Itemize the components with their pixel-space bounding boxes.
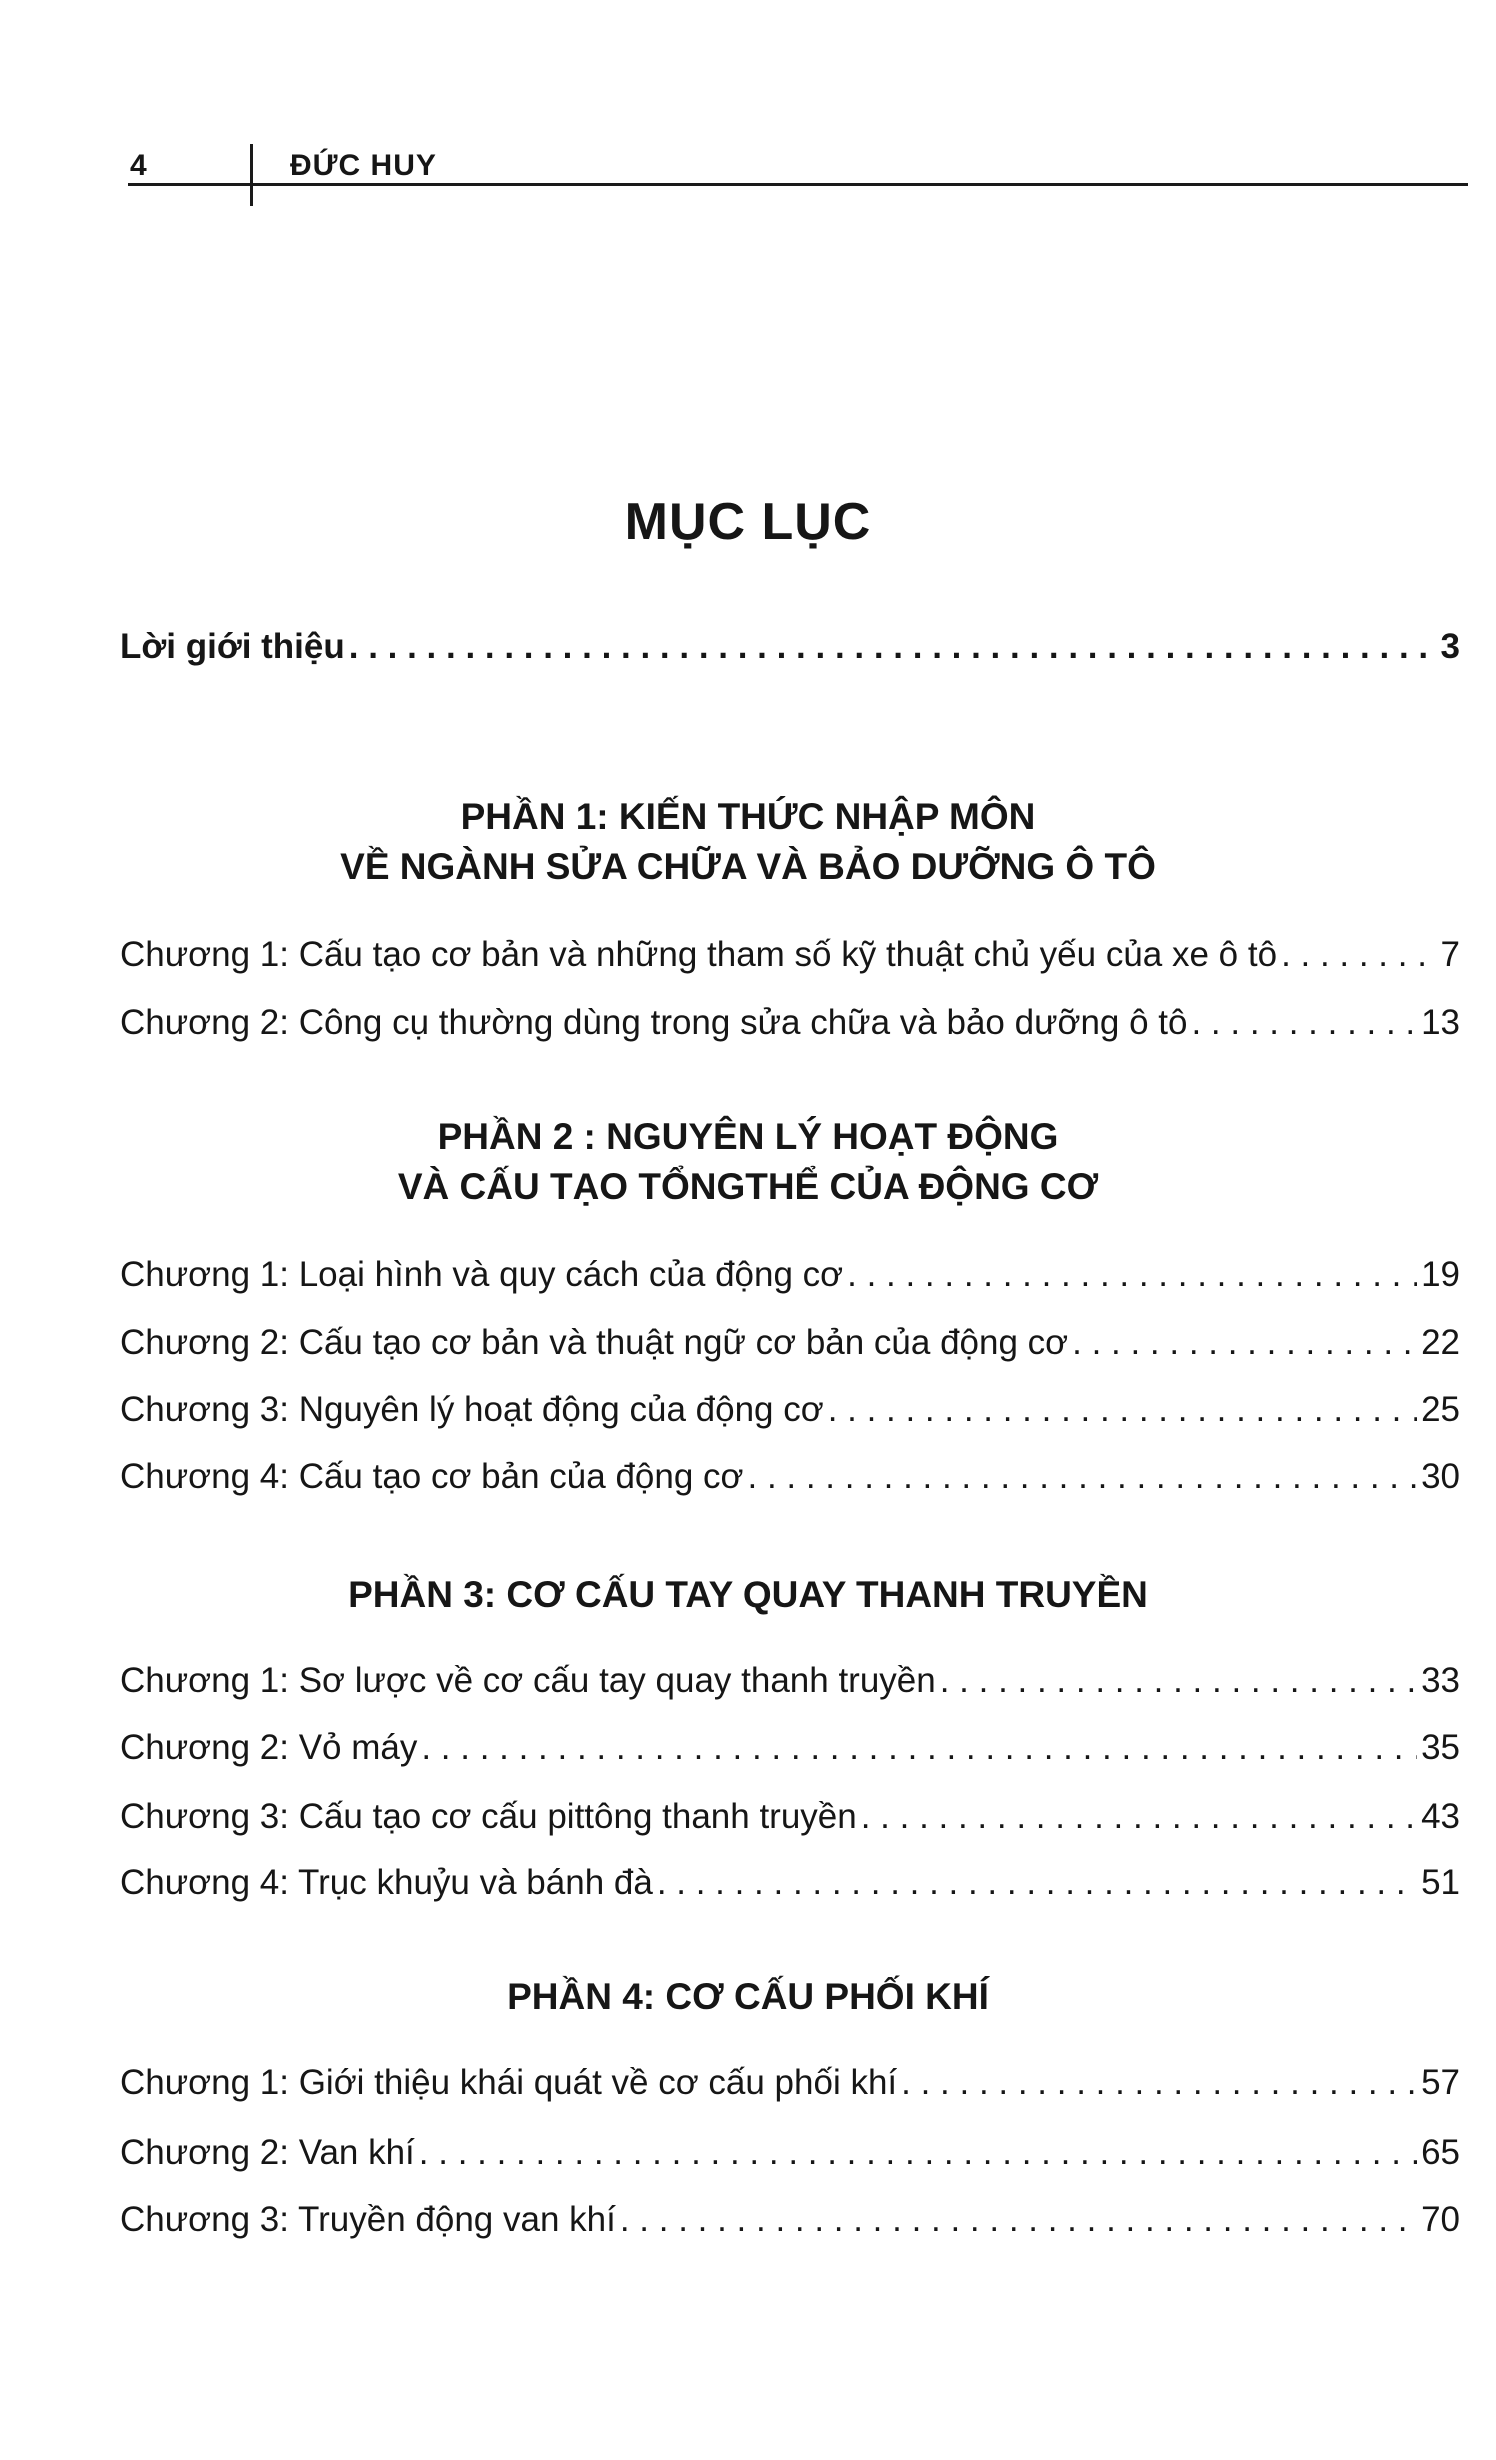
entry-title: Chương 1: Cấu tạo cơ bản và những tham số kỹ thuật chủ yếu của xe ô tô [120,935,1278,974]
entry-title: Chương 4: Trục khuỷu và bánh đà [120,1863,653,1902]
part-heading-1 [0,792,1496,892]
entry-title: Chương 2: Công cụ thường dùng trong sửa chữa và bảo dưỡng ô tô [120,1003,1188,1042]
toc-entry[interactable] [120,1250,1460,1300]
dot-leader [847,1250,1417,1300]
part-heading-2 [0,1112,1496,1212]
header-rule [128,183,1468,186]
entry-page: 13 [1421,1003,1460,1042]
part-heading-line: VÀ CẤU TẠO TỔNGTHỂ CỦA ĐỘNG CƠ [397,1166,1099,1207]
entry-title: Chương 3: Truyền động van khí [120,2200,616,2239]
entry-title: Chương 1: Giới thiệu khái quát về cơ cấu phối khí [120,2063,898,2102]
entry-page: 70 [1421,2200,1460,2239]
toc-entry[interactable] [120,1385,1460,1435]
dot-leader [419,2128,1417,2178]
entry-page: 43 [1421,1797,1460,1836]
entry-page: 19 [1421,1255,1460,1294]
entry-title: Chương 2: Van khí [120,2133,415,2172]
entry-page: 65 [1421,2133,1460,2172]
entry-title: Chương 1: Loại hình và quy cách của động cơ [120,1255,844,1294]
entry-page: 57 [1421,2063,1460,2102]
dot-leader [748,1452,1418,1502]
dot-leader [861,1792,1417,1842]
dot-leader [940,1656,1417,1706]
entry-page: 33 [1421,1661,1460,1700]
header-divider [250,144,253,206]
header-author: ĐỨC HUY [290,149,437,182]
dot-leader [901,2058,1417,2108]
toc-entry[interactable] [120,998,1460,1048]
dot-leader [657,1858,1417,1908]
entry-title: Lời giới thiệu [120,627,345,666]
part-heading-line: PHẦN 2 : NGUYÊN LÝ HOẠT ĐỘNG [437,1116,1059,1157]
part-heading-line: PHẦN 3: CƠ CẤU TAY QUAY THANH TRUYỀN [348,1574,1148,1615]
page-number: 4 [130,149,147,182]
dot-leader [1281,930,1436,980]
toc-entry[interactable] [120,2058,1460,2108]
entry-title: Chương 3: Cấu tạo cơ cấu pittông thanh truyền [120,1797,857,1836]
toc-entry[interactable] [120,1318,1460,1368]
entry-page: 3 [1440,627,1460,666]
entry-title: Chương 2: Cấu tạo cơ bản và thuật ngữ cơ bản của động cơ [120,1323,1069,1362]
dot-leader [349,622,1437,672]
entry-title: Chương 2: Vỏ máy [120,1728,418,1767]
part-heading-line: PHẦN 1: KIẾN THỨC NHẬP MÔN [460,796,1036,837]
part-heading-line: PHẦN 4: CƠ CẤU PHỐI KHÍ [507,1976,989,2017]
toc-entry[interactable] [120,2128,1460,2178]
entry-page: 30 [1421,1457,1460,1496]
toc-entry[interactable] [120,1792,1460,1842]
toc-entry[interactable] [120,2195,1460,2245]
entry-title: Chương 3: Nguyên lý hoạt động của động cơ [120,1390,824,1429]
dot-leader [1072,1318,1417,1368]
entry-page: 35 [1421,1728,1460,1767]
dot-leader [620,2195,1417,2245]
toc-entry[interactable] [120,1656,1460,1706]
part-heading-4 [0,1972,1496,2022]
running-header [0,0,1496,200]
entry-title: Chương 1: Sơ lược về cơ cấu tay quay thanh truyền [120,1661,936,1700]
entry-title: Chương 4: Cấu tạo cơ bản của động cơ [120,1457,744,1496]
dot-leader [421,1723,1417,1773]
entry-page: 22 [1421,1323,1460,1362]
toc-title: MỤC LỤC [624,493,872,551]
entry-page: 25 [1421,1390,1460,1429]
dot-leader [1191,998,1417,1048]
toc-entry[interactable] [120,930,1460,980]
toc-entry[interactable] [120,1452,1460,1502]
part-heading-line: VỀ NGÀNH SỬA CHỮA VÀ BẢO DƯỠNG Ô TÔ [340,846,1156,887]
dot-leader [828,1385,1417,1435]
toc-entry-intro[interactable] [120,622,1460,672]
toc-entry[interactable] [120,1723,1460,1773]
part-heading-3 [0,1570,1496,1620]
entry-page: 51 [1421,1863,1460,1902]
toc-entry[interactable] [120,1858,1460,1908]
entry-page: 7 [1440,935,1460,974]
